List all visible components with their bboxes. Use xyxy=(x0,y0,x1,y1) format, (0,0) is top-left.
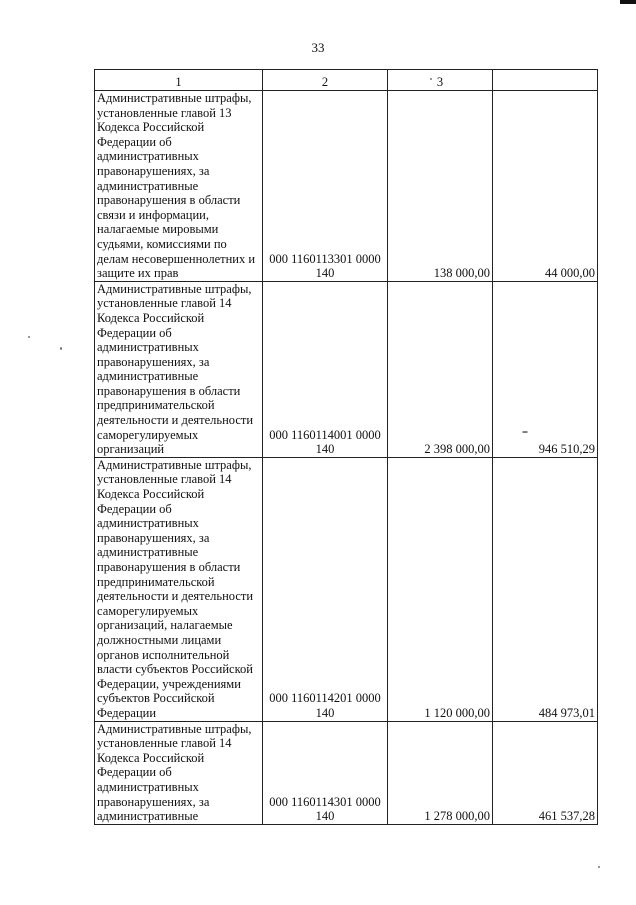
row-name-line: административные xyxy=(97,369,199,384)
row-name-line: власти субъектов Российской xyxy=(97,662,253,677)
row-name-line: правонарушения в области xyxy=(97,383,241,398)
scan-speck xyxy=(598,866,600,868)
row-name-line: установленные главой 14 xyxy=(97,736,232,751)
table-header-row xyxy=(95,70,598,91)
row-value-col3: 2 398 000,00 xyxy=(388,281,493,457)
row-name-line: организаций, налагаемые xyxy=(97,618,233,633)
row-name-line: правонарушения в области xyxy=(97,193,241,208)
row-code-line: 140 xyxy=(315,442,335,457)
row-name-line: правонарушениях, за xyxy=(97,794,210,809)
table-row xyxy=(95,721,598,824)
row-name-line: Федерации об xyxy=(97,501,172,516)
row-name-cell xyxy=(95,457,263,721)
row-code-line: 000 1160114301 0000 xyxy=(269,794,381,809)
row-name-line: административные xyxy=(97,178,199,193)
row-name-line: правонарушения в области xyxy=(97,560,241,574)
row-name-line: правонарушениях, за xyxy=(97,530,210,545)
row-name-line: Кодекса Российской xyxy=(97,120,205,135)
row-code-line: 140 xyxy=(315,705,335,720)
row-name-line: административные xyxy=(97,809,199,824)
row-name-line: административных xyxy=(97,149,199,164)
table-row xyxy=(95,457,598,721)
row-code-cell xyxy=(263,457,388,721)
scan-speck xyxy=(430,78,432,80)
column-header-1: 1 xyxy=(95,70,263,91)
row-name-line: органов исполнительной xyxy=(97,647,230,662)
row-name-cell xyxy=(95,281,263,457)
table-row xyxy=(95,91,598,282)
page-number: 33 xyxy=(311,40,325,55)
row-name-line: административных xyxy=(97,779,199,794)
row-value-col4: 484 973,01 xyxy=(493,457,598,721)
row-code-cell xyxy=(263,91,388,282)
row-name-line: правонарушениях, за xyxy=(97,354,210,369)
row-name-line: административных xyxy=(97,340,199,355)
row-name-line: административные xyxy=(97,545,199,560)
row-name-line: саморегулируемых xyxy=(97,603,199,618)
column-header-3: 3 xyxy=(388,70,493,91)
row-code-line: 140 xyxy=(315,809,335,824)
row-name-line: Кодекса Российской xyxy=(97,310,205,325)
row-name-line: Федерации, учреждениями xyxy=(97,676,241,691)
row-code-line: 000 1160114201 0000 xyxy=(269,691,381,706)
scan-speck xyxy=(522,431,528,433)
budget-table xyxy=(94,69,598,825)
row-name-line: Административные штрафы, xyxy=(97,91,252,105)
row-value-col3: 138 000,00 xyxy=(388,91,493,282)
row-value-col3: 1 278 000,00 xyxy=(388,721,493,824)
row-name-line: Федерации об xyxy=(97,325,172,340)
column-header-2: 2 xyxy=(263,70,388,91)
row-name-line: Кодекса Российской xyxy=(97,487,205,502)
row-name-line: судьями, комиссиями по xyxy=(97,236,227,251)
row-name-cell xyxy=(95,91,263,282)
row-code-line: 000 1160113301 0000 xyxy=(269,251,381,266)
row-name-line: Федерации об xyxy=(97,134,172,149)
row-name-line: саморегулируемых xyxy=(97,427,199,442)
row-name-line: налагаемые мировыми xyxy=(97,222,219,237)
row-name-line: правонарушениях, за xyxy=(97,163,210,178)
row-name-line: административных xyxy=(97,516,199,531)
row-value-col4: 461 537,28 xyxy=(493,721,598,824)
row-name-line: Административные штрафы, xyxy=(97,457,252,472)
row-name-line: Административные штрафы, xyxy=(97,721,252,736)
row-value-col4: 946 510,29 xyxy=(493,281,598,457)
scan-speck xyxy=(60,347,62,350)
row-name-line: деятельности и деятельности xyxy=(97,589,254,604)
row-name-line: предпринимательской xyxy=(97,574,215,589)
row-code-line: 140 xyxy=(315,266,335,281)
row-name-line: Кодекса Российской xyxy=(97,750,205,765)
column-header-4 xyxy=(493,70,598,91)
row-name-line: Федерации xyxy=(97,705,157,720)
row-name-line: Федерации об xyxy=(97,765,172,780)
scan-corner-mark xyxy=(620,0,636,4)
row-code-cell xyxy=(263,281,388,457)
row-name-line: делам несовершеннолетних и xyxy=(97,251,256,266)
row-name-line: связи и информации, xyxy=(97,207,209,222)
row-name-line: организаций xyxy=(97,442,165,457)
row-value-col4: 44 000,00 xyxy=(493,91,598,282)
row-name-line: должностными лицами xyxy=(97,632,222,647)
row-name-cell xyxy=(95,721,263,824)
row-value-col3: 1 120 000,00 xyxy=(388,457,493,721)
row-name-line: деятельности и деятельности xyxy=(97,413,254,428)
scan-speck xyxy=(28,336,30,338)
row-name-line: установленные главой 13 xyxy=(97,105,232,120)
row-name-line: предпринимательской xyxy=(97,398,215,413)
row-name-line: защите их прав xyxy=(97,266,179,281)
row-name-line: установленные главой 14 xyxy=(97,296,232,311)
row-name-line: Административные штрафы, xyxy=(97,281,252,296)
row-name-line: установленные главой 14 xyxy=(97,472,232,487)
row-code-line: 000 1160114001 0000 xyxy=(269,427,381,442)
row-name-line: субъектов Российской xyxy=(97,691,215,706)
row-code-cell xyxy=(263,721,388,824)
